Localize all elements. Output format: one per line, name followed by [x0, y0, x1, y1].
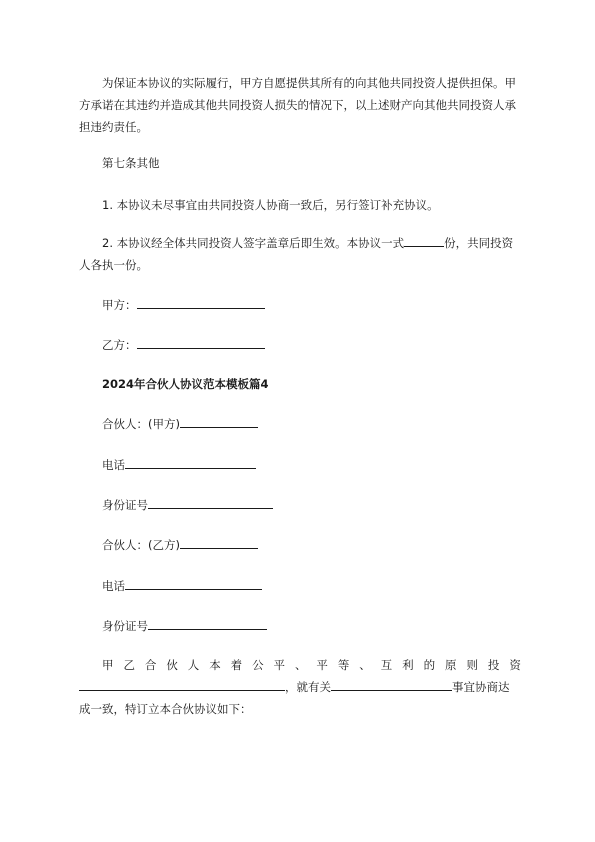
closing-char: 的 — [423, 658, 436, 672]
party-b-signature-line — [102, 336, 265, 354]
party-a-signature-line — [102, 296, 265, 314]
article-seven-heading: 第七条其他 — [102, 156, 160, 170]
item-2-text-b: 份，共同投资人各执一份。 — [79, 236, 514, 272]
closing-char: 、 — [359, 658, 371, 672]
section-4-heading: 2024年合伙人协议范本模板篇4 — [102, 377, 269, 391]
closing-char: 公 — [252, 658, 264, 672]
phone-a-line — [102, 456, 256, 474]
copies-blank — [404, 234, 444, 247]
article-seven-item-1: 1. 本协议未尽事宜由共同投资人协商一致后，另行签订补充协议。 — [102, 198, 439, 212]
id-a-blank — [148, 496, 273, 509]
matter-blank — [331, 678, 452, 691]
partner-a-blank — [180, 415, 258, 428]
closing-char: 原 — [445, 658, 457, 672]
closing-char: 平 — [316, 658, 328, 672]
party-b-label: 乙方： — [102, 338, 137, 352]
closing-line-3: 成一致，特订立本合伙协议如下： — [79, 702, 252, 716]
closing-char: 互 — [380, 658, 393, 672]
party-a-blank — [137, 296, 265, 309]
id-b-blank — [148, 617, 267, 630]
closing-char: 甲 — [102, 658, 114, 672]
closing-char: 平 — [273, 658, 285, 672]
closing-char: 着 — [230, 658, 243, 672]
party-a-label: 甲方： — [102, 298, 137, 312]
closing-char: 等 — [337, 658, 350, 672]
phone-b-label: 电话 — [102, 579, 125, 593]
closing-char: 伙 — [166, 658, 178, 672]
closing-char: 合 — [144, 658, 157, 672]
closing-text-b: ，就有关 — [285, 680, 331, 694]
id-a-line — [102, 496, 273, 514]
closing-text-c: 事宜协商达 — [452, 680, 510, 694]
id-b-line — [102, 617, 267, 635]
closing-line-1 — [102, 656, 521, 674]
phone-a-label: 电话 — [102, 458, 125, 472]
partner-b-label: 合伙人：(乙方) — [102, 538, 180, 552]
closing-char: 资 — [509, 658, 521, 672]
closing-char: 利 — [402, 658, 414, 672]
phone-b-blank — [125, 577, 262, 590]
party-b-blank — [137, 336, 265, 349]
closing-char: 乙 — [123, 658, 135, 672]
closing-char: 人 — [187, 658, 200, 672]
closing-char: 、 — [294, 658, 307, 672]
closing-char: 本 — [209, 658, 221, 672]
phone-a-blank — [125, 456, 256, 469]
investment-blank — [79, 678, 285, 691]
closing-line-2 — [79, 678, 510, 696]
closing-char: 投 — [487, 658, 500, 672]
id-b-label: 身份证号 — [102, 619, 148, 633]
partner-a-line — [102, 415, 258, 433]
item-2-text-a: 2. 本协议经全体共同投资人签字盖章后即生效。本协议一式 — [102, 236, 405, 250]
partner-a-label: 合伙人：(甲方) — [102, 417, 180, 431]
partner-b-blank — [180, 536, 258, 549]
partner-b-line — [102, 536, 258, 554]
article-seven-item-2 — [79, 232, 521, 276]
id-a-label: 身份证号 — [102, 498, 148, 512]
phone-b-line — [102, 577, 262, 595]
guarantee-paragraph: 为保证本协议的实际履行，甲方自愿提供其所有的向其他共同投资人提供担保。甲方承诺在其违约并造成其他共同投资人损失的情况下，以上述财产向其他共同投资人承担违约责任。 — [79, 76, 516, 134]
closing-char: 则 — [466, 658, 478, 672]
